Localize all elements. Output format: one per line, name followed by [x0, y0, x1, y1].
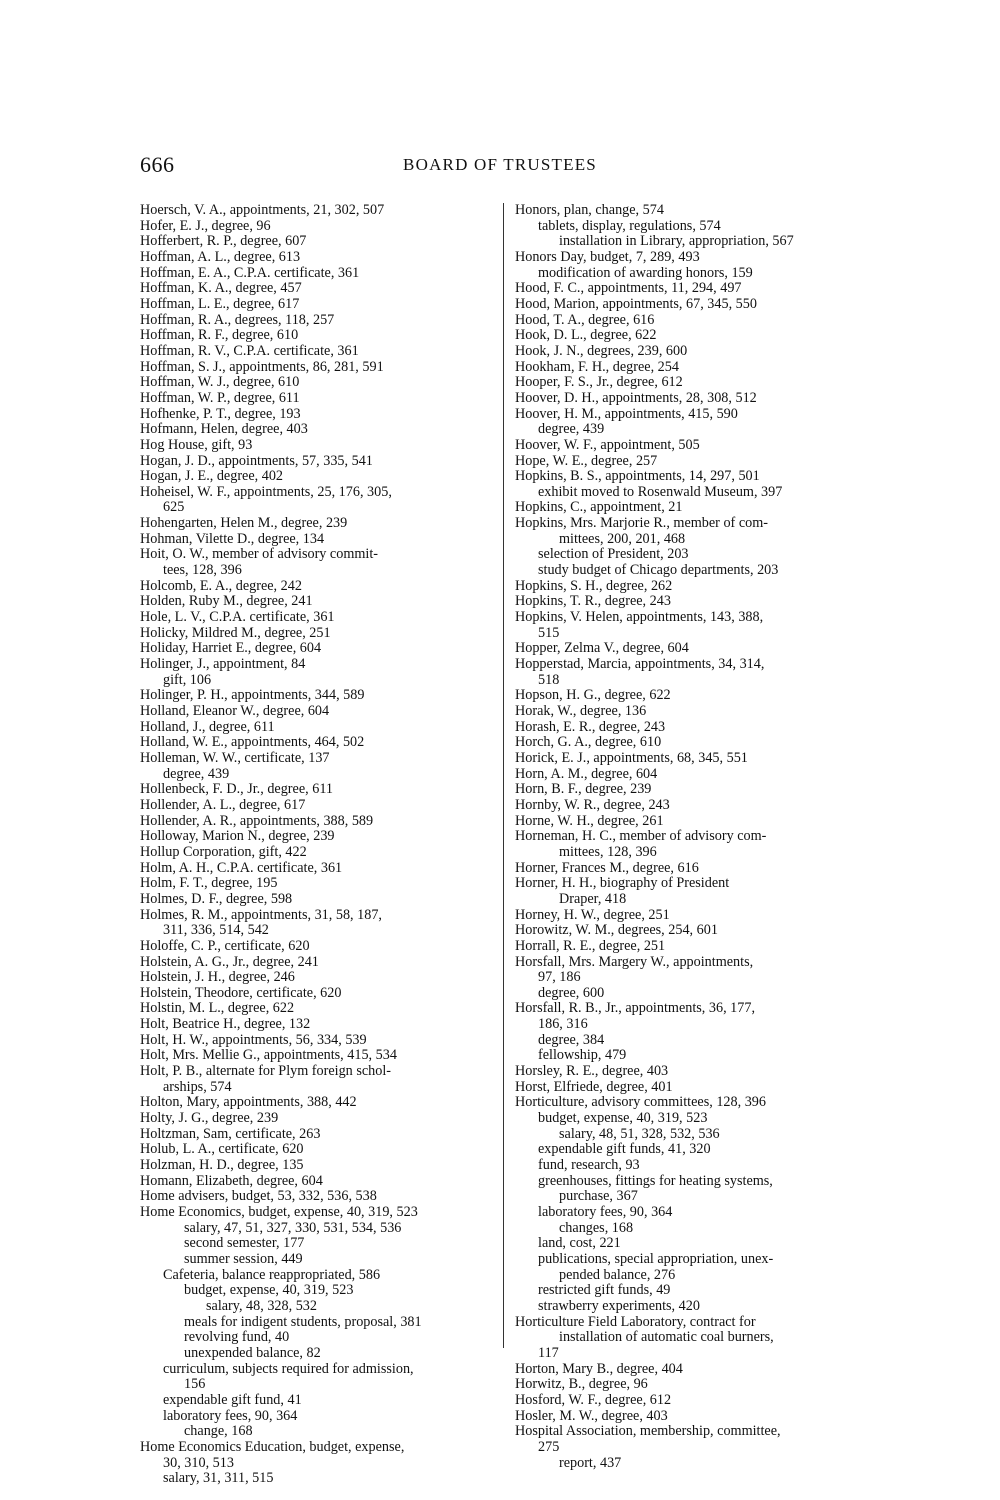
- index-entry: installation of automatic coal burners,: [559, 1329, 774, 1346]
- index-entry: Hopkins, C., appointment, 21: [515, 499, 683, 516]
- index-entry: salary, 31, 311, 515: [163, 1470, 274, 1487]
- index-entry: Hood, T. A., degree, 616: [515, 311, 655, 328]
- index-entry: installation in Library, appropriation, 567: [559, 233, 794, 250]
- index-entry: Honors, plan, change, 574: [515, 202, 664, 218]
- index-entry: greenhouses, fittings for heating systems,: [538, 1172, 773, 1189]
- index-entry: Hood, Marion, appointments, 67, 345, 550: [515, 295, 757, 312]
- index-entry: summer session, 449: [184, 1250, 303, 1267]
- index-entry: Horn, B. F., degree, 239: [515, 781, 652, 798]
- index-entry: Hoheisel, W. F., appointments, 25, 176, 305,: [140, 483, 392, 500]
- index-entry: Holmes, D. F., degree, 598: [140, 890, 293, 907]
- index-entry: unexpended balance, 82: [184, 1344, 321, 1361]
- index-entry: Hollender, A. L., degree, 617: [140, 796, 306, 813]
- index-entry: Hoover, D. H., appointments, 28, 308, 512: [515, 389, 757, 406]
- index-entry: Holleman, W. W., certificate, 137: [140, 749, 330, 766]
- index-entry: exhibit moved to Rosenwald Museum, 397: [538, 483, 783, 500]
- index-entry: Hopkins, B. S., appointments, 14, 297, 501: [515, 468, 760, 485]
- index-entry: Home Economics, budget, expense, 40, 319, 523: [140, 1204, 418, 1220]
- index-entry: selection of President, 203: [538, 546, 689, 563]
- index-entry: Hoffman, A. L., degree, 613: [140, 248, 301, 265]
- index-entry: tees, 128, 396: [163, 562, 242, 579]
- index-entry: Hofer, E. J., degree, 96: [140, 217, 271, 234]
- index-entry: 311, 336, 514, 542: [163, 922, 269, 939]
- index-entry: fellowship, 479: [538, 1047, 627, 1064]
- index-entry: Hopper, Zelma V., degree, 604: [515, 640, 689, 657]
- index-entry: Hope, W. E., degree, 257: [515, 452, 658, 469]
- index-entry: laboratory fees, 90, 364: [163, 1407, 298, 1424]
- index-entry: Horne, W. H., degree, 261: [515, 812, 664, 829]
- index-entry: 625: [163, 499, 185, 516]
- index-entry: Horsfall, Mrs. Margery W., appointments,: [515, 953, 754, 970]
- index-entry: revolving fund, 40: [184, 1329, 290, 1346]
- index-entry: Hofhenke, P. T., degree, 193: [140, 405, 301, 422]
- index-entry: Horner, Frances M., degree, 616: [515, 859, 699, 876]
- index-entry: laboratory fees, 90, 364: [538, 1204, 673, 1220]
- index-entry: Hopkins, V. Helen, appointments, 143, 388,: [515, 609, 764, 626]
- index-entry: land, cost, 221: [538, 1235, 621, 1252]
- index-entry: Horsley, R. E., degree, 403: [515, 1063, 669, 1080]
- index-entry: Hohman, Vilette D., degree, 134: [140, 530, 325, 547]
- index-entry: Holub, L. A., certificate, 620: [140, 1141, 304, 1158]
- index-entry: Holm, A. H., C.P.A. certificate, 361: [140, 859, 343, 876]
- index-entry: Hopson, H. G., degree, 622: [515, 687, 671, 704]
- index-entry: Hoffman, R. A., degrees, 118, 257: [140, 311, 335, 328]
- index-entry: budget, expense, 40, 319, 523: [184, 1282, 354, 1299]
- index-entry: Holstein, A. G., Jr., degree, 241: [140, 953, 319, 970]
- index-entry: 518: [538, 671, 560, 688]
- index-entry: salary, 48, 51, 328, 532, 536: [559, 1125, 720, 1142]
- index-entry: Holland, W. E., appointments, 464, 502: [140, 734, 365, 751]
- index-entry: expendable gift funds, 41, 320: [538, 1141, 711, 1158]
- index-entry: arships, 574: [163, 1078, 232, 1095]
- index-entry: Homann, Elizabeth, degree, 604: [140, 1172, 323, 1189]
- index-entry: Horch, G. A., degree, 610: [515, 734, 662, 751]
- index-entry: Holinger, J., appointment, 84: [140, 656, 306, 673]
- index-entry: Holton, Mary, appointments, 388, 442: [140, 1094, 357, 1111]
- index-entry: Holcomb, E. A., degree, 242: [140, 577, 302, 594]
- index-entry: degree, 439: [538, 421, 605, 438]
- index-entry: fund, research, 93: [538, 1157, 640, 1174]
- index-entry: 97, 186: [538, 969, 581, 986]
- index-entry: purchase, 367: [559, 1188, 638, 1205]
- index-entry: second semester, 177: [184, 1235, 305, 1252]
- index-entry: pended balance, 276: [559, 1266, 676, 1283]
- index-entry: Horak, W., degree, 136: [515, 703, 647, 719]
- index-entry: Hood, F. C., appointments, 11, 294, 497: [515, 280, 742, 297]
- index-entry: degree, 439: [163, 765, 230, 782]
- index-entry: tablets, display, regulations, 574: [538, 217, 721, 234]
- index-entry: Holstein, Theodore, certificate, 620: [140, 984, 342, 1001]
- index-entry: Home Economics Education, budget, expense,: [140, 1438, 405, 1455]
- index-entry: Hoffman, E. A., C.P.A. certificate, 361: [140, 264, 360, 281]
- index-entry: Horash, E. R., degree, 243: [515, 718, 666, 735]
- index-entry: gift, 106: [163, 671, 212, 688]
- index-entry: Hook, J. N., degrees, 239, 600: [515, 342, 688, 359]
- column-divider: [503, 203, 504, 1348]
- index-entry: Hogan, J. E., degree, 402: [140, 468, 284, 485]
- index-entry: Holtzman, Sam, certificate, 263: [140, 1125, 321, 1142]
- index-entry: Hoffman, L. E., degree, 617: [140, 295, 300, 312]
- index-entry: study budget of Chicago departments, 203: [538, 562, 779, 579]
- index-entry: Holty, J. G., degree, 239: [140, 1110, 279, 1127]
- index-entry: 30, 310, 513: [163, 1454, 234, 1471]
- running-head: BOARD OF TRUSTEES: [403, 155, 597, 174]
- index-entry: Hoffman, W. J., degree, 610: [140, 374, 300, 391]
- index-entry: Holloway, Marion N., degree, 239: [140, 828, 335, 845]
- index-entry: Holland, Eleanor W., degree, 604: [140, 703, 330, 719]
- index-entry: report, 437: [559, 1454, 622, 1471]
- index-entry: Hofmann, Helen, degree, 403: [140, 421, 308, 438]
- index-entry: restricted gift funds, 49: [538, 1282, 671, 1299]
- index-entry: Hoover, W. F., appointment, 505: [515, 436, 700, 453]
- index-entry: Draper, 418: [559, 890, 627, 907]
- index-entry: Horn, A. M., degree, 604: [515, 765, 658, 782]
- index-entry: Hoffman, S. J., appointments, 86, 281, 591: [140, 358, 384, 375]
- index-entry: salary, 48, 328, 532: [206, 1297, 317, 1314]
- index-entry: Holden, Ruby M., degree, 241: [140, 593, 313, 610]
- index-entry: Holt, Beatrice H., degree, 132: [140, 1016, 311, 1033]
- index-entry: mittees, 200, 201, 468: [559, 530, 686, 547]
- index-entry: Horowitz, W. M., degrees, 254, 601: [515, 922, 718, 939]
- index-entry: mittees, 128, 396: [559, 843, 657, 860]
- index-entry: Horwitz, B., degree, 96: [515, 1376, 648, 1393]
- index-entry: change, 168: [184, 1423, 253, 1440]
- index-entry: Holt, H. W., appointments, 56, 334, 539: [140, 1031, 367, 1048]
- index-entry: 515: [538, 624, 560, 641]
- index-entry: Hoffman, K. A., degree, 457: [140, 280, 302, 297]
- index-entry: Horney, H. W., degree, 251: [515, 906, 670, 923]
- index-entry: Hofferbert, R. P., degree, 607: [140, 233, 307, 250]
- index-entry: Hosler, M. W., degree, 403: [515, 1407, 668, 1424]
- index-entry: Hooper, F. S., Jr., degree, 612: [515, 374, 683, 391]
- index-entry: Holstin, M. L., degree, 622: [140, 1000, 295, 1017]
- index-entry: Holland, J., degree, 611: [140, 718, 275, 735]
- index-entry: meals for indigent students, proposal, 381: [184, 1313, 422, 1330]
- index-entry: Holoffe, C. P., certificate, 620: [140, 937, 310, 954]
- index-entry: Hookham, F. H., degree, 254: [515, 358, 679, 375]
- index-entry: Holt, Mrs. Mellie G., appointments, 415, 534: [140, 1047, 397, 1064]
- index-entry: Horton, Mary B., degree, 404: [515, 1360, 683, 1377]
- index-entry: Horick, E. J., appointments, 68, 345, 551: [515, 749, 748, 766]
- index-entry: Hoffman, R. V., C.P.A. certificate, 361: [140, 342, 359, 359]
- index-entry: Hopkins, S. H., degree, 262: [515, 577, 673, 594]
- index-column-left: [140, 203, 492, 1487]
- index-entry: Hohengarten, Helen M., degree, 239: [140, 515, 348, 532]
- index-entry: publications, special appropriation, unex-: [538, 1250, 774, 1267]
- index-entry: Cafeteria, balance reappropriated, 586: [163, 1266, 381, 1283]
- index-entry: Horticulture Field Laboratory, contract for: [515, 1313, 756, 1330]
- index-entry: Holt, P. B., alternate for Plym foreign schol-: [140, 1063, 391, 1080]
- index-entry: Holinger, P. H., appointments, 344, 589: [140, 687, 365, 704]
- index-entry: Hopperstad, Marcia, appointments, 34, 314,: [515, 656, 765, 673]
- index-entry: Hollup Corporation, gift, 422: [140, 843, 307, 860]
- index-entry: 117: [538, 1344, 559, 1361]
- index-entry: Home advisers, budget, 53, 332, 536, 538: [140, 1188, 377, 1205]
- index-entry: 156: [184, 1376, 206, 1393]
- index-entry: Hoersch, V. A., appointments, 21, 302, 507: [140, 202, 385, 218]
- index-entry: budget, expense, 40, 319, 523: [538, 1110, 708, 1127]
- index-entry: curriculum, subjects required for admission,: [163, 1360, 414, 1377]
- index-entry: Horst, Elfriede, degree, 401: [515, 1078, 673, 1095]
- index-entry: Hosford, W. F., degree, 612: [515, 1391, 672, 1408]
- index-entry: Hopkins, T. R., degree, 243: [515, 593, 671, 610]
- index-entry: Holiday, Harriet E., degree, 604: [140, 640, 322, 657]
- index-entry: Horsfall, R. B., Jr., appointments, 36, 177,: [515, 1000, 755, 1017]
- index-entry: Horneman, H. C., member of advisory com-: [515, 828, 767, 845]
- index-entry: Hook, D. L., degree, 622: [515, 327, 657, 344]
- index-entry: salary, 47, 51, 327, 330, 531, 534, 536: [184, 1219, 402, 1236]
- index-entry: Horticulture, advisory committees, 128, 396: [515, 1094, 766, 1111]
- index-entry: Horrall, R. E., degree, 251: [515, 937, 666, 954]
- index-entry: Holm, F. T., degree, 195: [140, 875, 278, 892]
- index-entry: Horner, H. H., biography of President: [515, 875, 730, 892]
- index-entry: expendable gift fund, 41: [163, 1391, 302, 1408]
- index-column-right: [515, 203, 865, 1471]
- index-entry: degree, 600: [538, 984, 605, 1001]
- index-entry: modification of awarding honors, 159: [538, 264, 753, 281]
- index-entry: Holicky, Mildred M., degree, 251: [140, 624, 331, 641]
- index-entry: Hospital Association, membership, committee,: [515, 1423, 781, 1440]
- index-entry: 186, 316: [538, 1016, 588, 1033]
- index-entry: Honors Day, budget, 7, 289, 493: [515, 248, 700, 265]
- index-entry: Hopkins, Mrs. Marjorie R., member of com-: [515, 515, 768, 532]
- index-entry: Hornby, W. R., degree, 243: [515, 796, 670, 813]
- index-entry: 275: [538, 1438, 560, 1455]
- index-entry: degree, 384: [538, 1031, 605, 1048]
- index-entry: Holstein, J. H., degree, 246: [140, 969, 295, 986]
- index-entry: Hole, L. V., C.P.A. certificate, 361: [140, 609, 335, 626]
- index-entry: Holmes, R. M., appointments, 31, 58, 187,: [140, 906, 382, 923]
- index-entry: Hog House, gift, 93: [140, 436, 253, 453]
- index-entry: Hollender, A. R., appointments, 388, 589: [140, 812, 374, 829]
- index-entry: Hollenbeck, F. D., Jr., degree, 611: [140, 781, 333, 798]
- index-entry: Hogan, J. D., appointments, 57, 335, 541: [140, 452, 373, 469]
- index-entry: Hoover, H. M., appointments, 415, 590: [515, 405, 738, 422]
- index-entry: strawberry experiments, 420: [538, 1297, 700, 1314]
- page-number: 666: [140, 152, 175, 177]
- index-entry: Hoffman, R. F., degree, 610: [140, 327, 299, 344]
- index-entry: Hoit, O. W., member of advisory commit-: [140, 546, 378, 563]
- index-entry: changes, 168: [559, 1219, 634, 1236]
- index-entry: Hoffman, W. P., degree, 611: [140, 389, 300, 406]
- index-entry: Holzman, H. D., degree, 135: [140, 1157, 304, 1174]
